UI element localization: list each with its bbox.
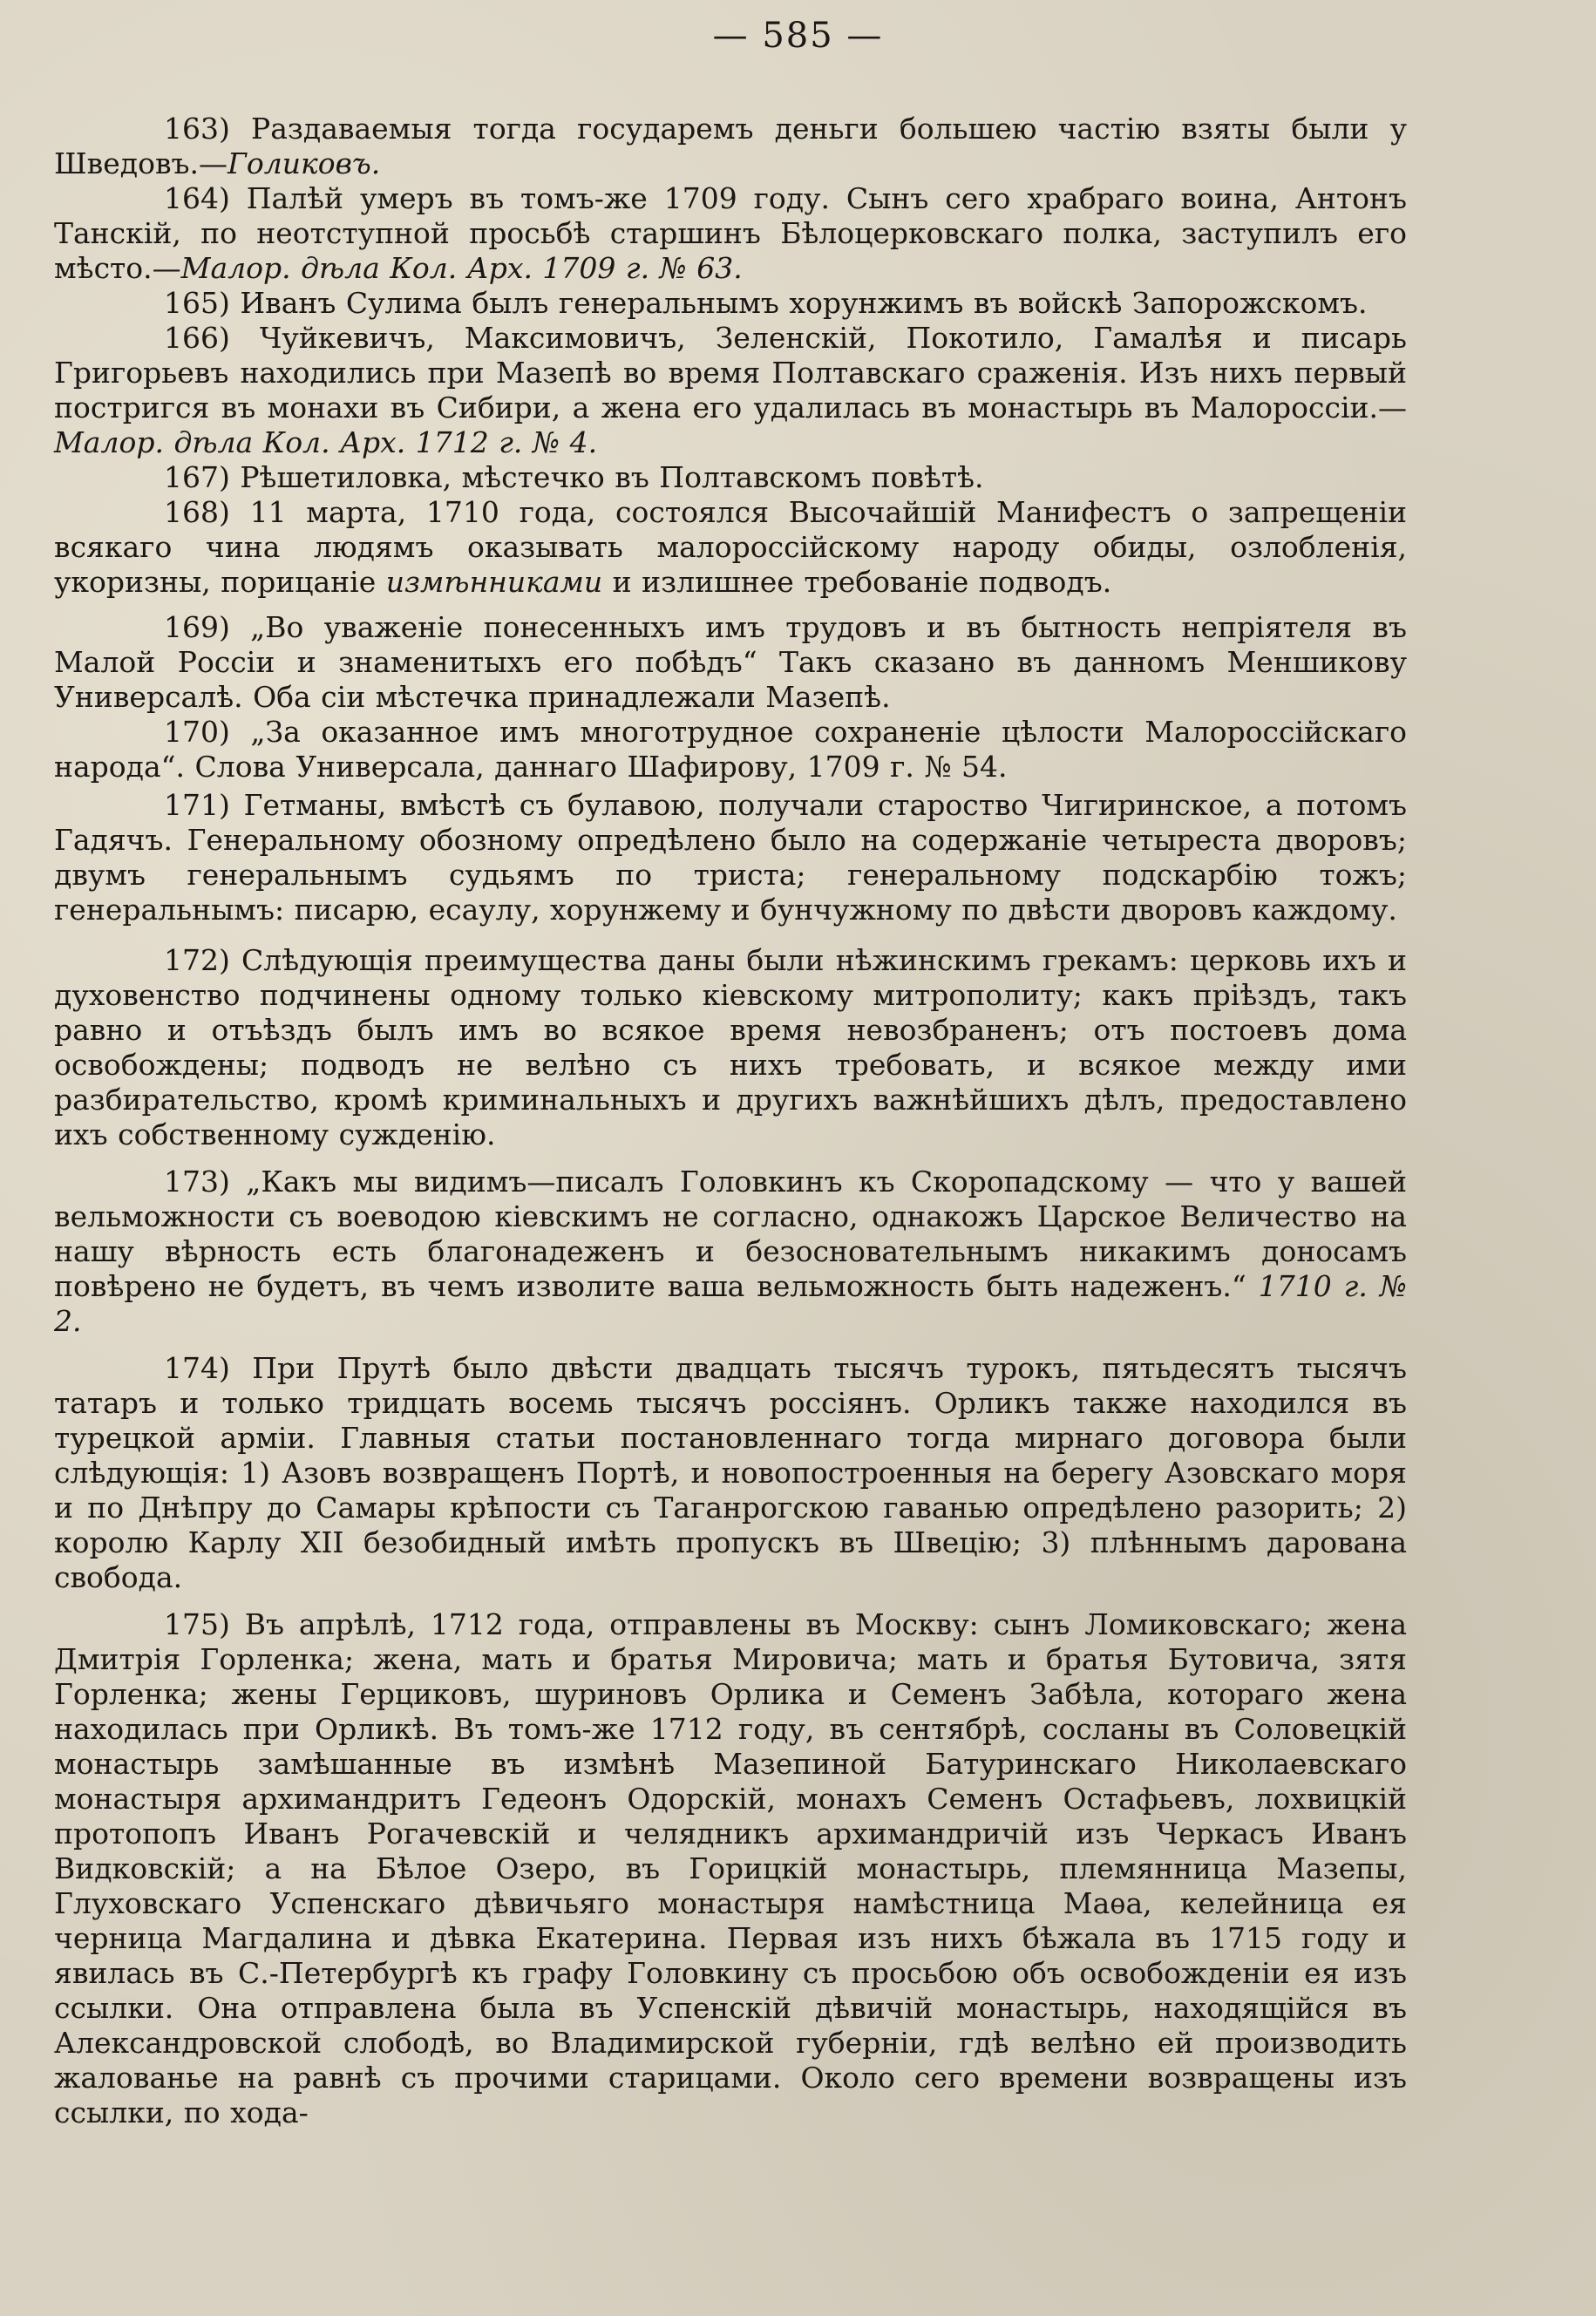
note-164 [54, 181, 1407, 286]
note-text: 170) „За оказанное имъ многотрудное сохраненіе цѣлости Малороссійскаго народа“. Слова Универсала, даннаго Шафирову, 1709 г. № 54. [54, 715, 1407, 784]
note-165 [54, 286, 1407, 321]
note-source: Голиковъ. [228, 146, 381, 180]
note-text: 172) Слѣдующія преимущества даны были нѣжинскимъ грекамъ: церковь ихъ и духовенство подчинены одному только кіевскому митрополиту; какъ пріѣздъ, такъ равно и отъѣздъ былъ имъ во всякое время невозбраненъ; отъ постоевъ дома освобождены; подводъ не велѣно съ нихъ требовать, и всякое между ими разбирательство, кромѣ криминальныхъ и другихъ важнѣйшихъ дѣлъ, предоставлено ихъ собственному сужденію. [54, 943, 1407, 1151]
note-166 [54, 321, 1407, 460]
note-167 [54, 460, 1407, 495]
note-175 [54, 1607, 1407, 2130]
note-169 [54, 610, 1407, 715]
note-emphasis: измѣнниками [385, 565, 603, 599]
note-text: 173) „Какъ мы видимъ—писалъ Головкинъ къ Скоропадскому — что у вашей вельможности съ воеводою кіевскимъ не согласно, однакожъ Царское Величество на нашу вѣрность есть благонадеженъ и безосновательнымъ никакимъ доносамъ повѣрено не будетъ, въ чемъ изволите ваша вельможность быть надеженъ.“ [54, 1165, 1407, 1303]
note-173 [54, 1165, 1407, 1339]
note-source: Малор. дѣла Кол. Арх. 1709 г. № 63. [180, 251, 743, 285]
footnotes-section [54, 112, 1407, 2130]
note-text: 166) Чуйкевичъ, Максимовичъ, Зеленскій, Покотило, Гамалѣя и писарь Григорьевъ находились при Мазепѣ во время Полтавскаго сраженія. Изъ нихъ первый постригся въ монахи въ Сибири, а жена его удалилась въ монастырь въ Малороссіи.— [54, 321, 1407, 424]
note-text: 165) Иванъ Сулима былъ генеральнымъ хорунжимъ въ войскѣ Запорожскомъ. [164, 286, 1368, 320]
note-text: 167) Рѣшетиловка, мѣстечко въ Полтавскомъ повѣтѣ. [164, 460, 984, 494]
note-168 [54, 495, 1407, 600]
note-172 [54, 943, 1407, 1152]
note-source: Малор. дѣла Кол. Арх. 1712 г. № 4. [54, 425, 598, 459]
note-163 [54, 112, 1407, 181]
note-text: 164) Палѣй умеръ въ томъ-же 1709 году. Сынъ сего храбраго воина, Антонъ Танскій, по неотступной просьбѣ старшинъ Бѣлоцерковскаго полка, заступилъ его мѣсто.— [54, 181, 1407, 285]
note-text: 169) „Во уваженіе понесенныхъ имъ трудовъ и въ бытность непріятеля въ Малой Россіи и знаменитыхъ его побѣдъ“ Такъ сказано въ данномъ Меншикову Универсалѣ. Оба сіи мѣстечка принадлежали Мазепѣ. [54, 610, 1407, 714]
note-170 [54, 715, 1407, 784]
note-text: 163) Раздаваемыя тогда государемъ деньги большею частію взяты были у Шведовъ.— [54, 112, 1407, 180]
note-text: 175) Въ апрѣлѣ, 1712 года, отправлены въ Москву: сынъ Ломиковскаго; жена Дмитрія Горленка; жена, мать и братья Мировича; мать и братья Бутовича, зятя Горленка; жены Герциковъ, шуриновъ Орлика и Семенъ Забѣла, котораго жена находилась при Орликѣ. Въ томъ-же 1712 году, въ сентябрѣ, сосланы въ Соловецкій монастырь замѣшанные въ измѣнѣ Мазепиной Батуринскаго Николаевскаго монастыря архимандритъ Гедеонъ Одорскій, монахъ Семенъ Остафьевъ, лохвицкій протопопъ Иванъ Рогачевскій и челядникъ архимандричій изъ Черкасъ Иванъ Видковскій; а на Бѣлое Озеро, въ Горицкій монастырь, племянница Мазепы, Глуховскаго Успенскаго дѣвичьяго монастыря намѣстница Маѳа, келейница ея черница Магдалина и дѣвка Екатерина. Первая изъ нихъ бѣжала въ 1715 году и явилась въ С.-Петербургѣ къ графу Головкину съ просьбою объ освобожденіи ея изъ ссылки. Она отправлена была въ Успенскій дѣвичій монастырь, находящійся въ Александровской слободѣ, во Владимирской губерніи, гдѣ велѣно ей производить жалованье на равнѣ съ прочими старицами. Около сего времени возвращены изъ ссылки, по хода- [54, 1607, 1407, 2129]
note-text: 168) 11 марта, 1710 года, состоялся Высочайшій Манифестъ о запрещеніи всякаго чина людямъ оказывать малороссійскому народу обиды, озлобленія, укоризны, порицаніе [54, 495, 1407, 599]
note-text-end: и излишнее требованіе подводъ. [602, 565, 1112, 599]
note-source: 1710 г. № 2. [54, 1269, 1407, 1338]
note-text: 171) Гетманы, вмѣстѣ съ булавою, получали староство Чигиринское, а потомъ Гадячъ. Генеральному обозному опредѣлено было на содержаніе четыреста дворовъ; двумъ генеральнымъ судьямъ по триста; генеральному подскарбію тожъ; генеральнымъ: писарю, есаулу, хорунжему и бунчужному по двѣсти дворовъ каждому. [54, 788, 1407, 927]
note-text: 174) При Прутѣ было двѣсти двадцать тысячъ турокъ, пятьдесятъ тысячъ татаръ и только тридцать восемь тысячъ россіянъ. Орликъ также находился въ турецкой арміи. Главныя статьи постановленнаго тогда мирнаго договора были слѣдующія: 1) Азовъ возвращенъ Портѣ, и новопостроенныя на берегу Азовскаго моря и по Днѣпру до Самары крѣпости съ Таганрогскою гаванью опредѣлено разорить; 2) королю Карлу XII безобидный имѣть пропускъ въ Швецію; 3) плѣннымъ дарована свобода. [54, 1351, 1407, 1594]
note-174 [54, 1351, 1407, 1595]
page-number: — 585 — [712, 16, 884, 56]
note-171 [54, 788, 1407, 927]
